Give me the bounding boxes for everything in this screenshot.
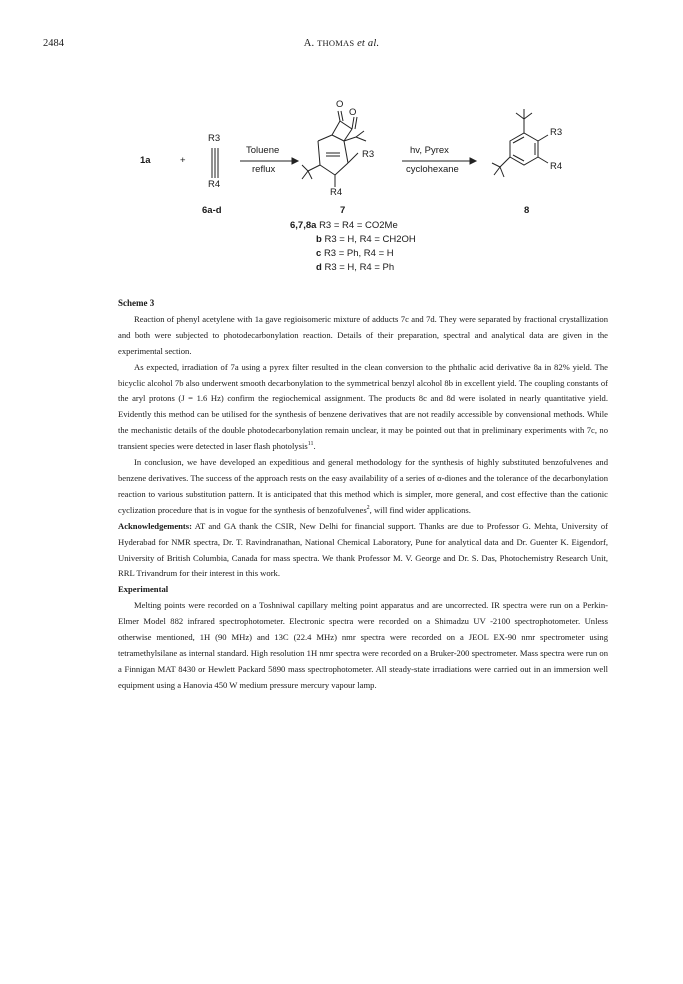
adduct-r4: R4	[330, 187, 343, 198]
step2-reagent: hv, Pyrex	[410, 145, 449, 156]
reaction-scheme	[140, 95, 580, 295]
experimental-heading: Experimental	[118, 584, 169, 595]
running-title: A. THOMAS et al.	[303, 38, 380, 49]
reactant-1a-label: 1a	[140, 155, 151, 166]
scheme-title: Scheme 3	[118, 298, 155, 308]
page-number: 2484	[43, 38, 64, 49]
substituent-row: c R3 = Ph, R4 = H	[316, 248, 394, 259]
adduct-r3: R3	[362, 149, 375, 160]
body-text	[118, 296, 608, 694]
experimental-text: Melting points were recorded on a Toshniwal capillary melting point apparatus and are uncorrected. IR spectra were run on a Perkin-Elmer Model 882 infrared spectrophotometer. Electronic spectra were recorded on a Shimadzu UV -2100 spectrophotometer. Unless otherwise mentioned, 1H (90 MHz) and 13C (22.4 MHz) nmr spectra were recorded on a JEOL EX-90 nmr spectrometer using tetramethylsilane as internal standard. High resolution 1H nmr spectra were recorded on a Bruker-200 spectrometer. Mass spectra were run on a Finnigan MAT 8430 or Hewlett Packard 5890 mass spectrophotometer. All steady-state irradiations were carried out in an immersion well equipment using a Hanovia 450 W medium pressure mercury vapour lamp.	[118, 600, 608, 690]
author-name: THOMAS	[317, 38, 355, 48]
step1-reagent: Toluene	[246, 145, 280, 156]
adduct-oxygen-2: O	[349, 107, 357, 118]
substituent-row: b R3 = H, R4 = CH2OH	[316, 234, 416, 245]
adduct-oxygen-1: O	[336, 99, 344, 110]
paragraph-1: Reaction of phenyl acetylene with 1a gave regioisomeric mixture of adducts 7c and 7d. They were separated by fractional crystallization and both were subjected to photodecarbonylation reaction. Details of their preparation, spectral and analytical data are given in the experimental section.	[118, 313, 608, 356]
paragraph-3: In conclusion, we have developed an expeditious and general methodology for the synthesis of highly substituted benzofulvenes and benzene derivatives. The success of the approach rests on the easy availability of a series of α-diones and the tolerance of the decarbonylation reaction to various substitution pattern. It is anticipated that this method which is simpler, more general, and cost effective than the cationic cyclization procedure that is in vogue for the synthesis of benzofulvenes$^2$, will find wider applications.	[118, 457, 608, 515]
substituent-row: d R3 = H, R4 = Ph	[316, 262, 395, 273]
product-compound-label: 8	[524, 205, 530, 216]
adduct-compound-label: 7	[340, 205, 346, 216]
paragraph-2: As expected, irradiation of 7a using a pyrex filter resulted in the clean conversion to the phthalic acid derivative 8a in 82% yield. The bicyclic alcohol 7b also underwent smooth decarbonylation to the symmetrical benzyl alcohol 8b in excellent yield. The coupling constants of the aryl protons (J = 1.6 Hz) confirm the regiochemical assignment. The products 8c and 8d were isolated in nearly quantitative yield. Evidently this method can be utilised for the synthesis of benzene derivatives that are not readily accessible by convensional methods. While the mechanistic details of the double photodecarbonylation remain unclear, it may be pointed out that in preliminary experiments with 7c, no transient species were detected in laser flash photolysis$^{11}$.	[118, 361, 608, 452]
running-header	[0, 38, 683, 54]
step1-condition: reflux	[252, 164, 276, 175]
substituent-row: 6,7,8a R3 = R4 = CO2Me	[290, 220, 398, 231]
alkyne-r3: R3	[208, 133, 221, 144]
product-r4: R4	[550, 161, 563, 172]
plus-sign: +	[180, 155, 186, 166]
ack-heading: Acknowledgements:	[118, 520, 192, 531]
adduct-7-structure	[302, 111, 366, 187]
alkyne-r4: R4	[208, 179, 221, 190]
alkyne-compound-label: 6a-d	[202, 205, 222, 216]
substituent-key	[290, 219, 416, 275]
step2-solvent: cyclohexane	[406, 164, 459, 175]
product-r3: R3	[550, 127, 563, 138]
product-8-structure	[492, 109, 548, 177]
acknowledgements: Acknowledgements: AT and GA thank the CSIR, New Delhi for financial support. Thanks are due to Professor G. Mehta, University of Hyderabad for NMR spectra, Dr. T. Ravindranathan, National Chemical Laboratory, Pune for analytical data and Dr. Guenter K. Eigendorf, University of British Columbia, Canada for mass spectra. We thank Professor M. V. George and Dr. S. Das, Photochemistry Research Unit, RRL Trivandrum for their interest in this work.	[118, 520, 608, 579]
